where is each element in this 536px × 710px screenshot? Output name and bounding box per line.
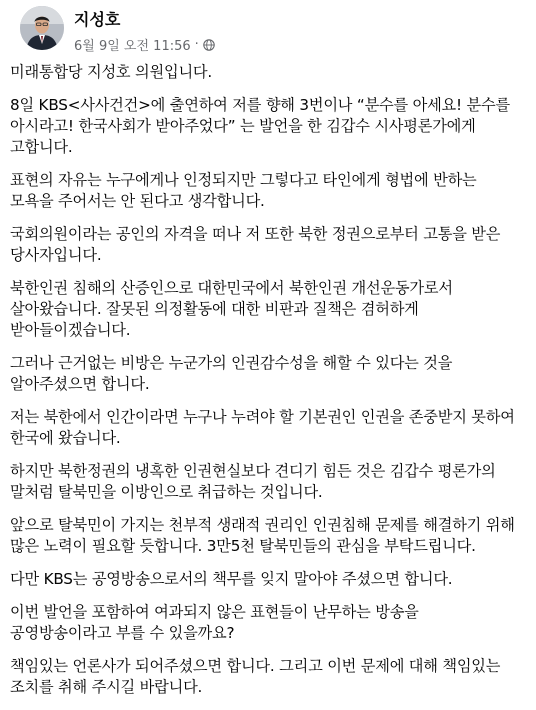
author-name[interactable]: 지성호 <box>74 10 121 29</box>
post-paragraph-9: 앞으로 탈북민이 가지는 천부적 생래적 권리인 인권침해 문제를 해결하기 위해 많은 노력이 필요할 듯합니다. 3만5천 탈북민들의 관심을 부탁드립니다. <box>10 516 515 555</box>
post-header <box>10 0 518 60</box>
meta-separator: · <box>194 37 199 52</box>
globe-icon[interactable] <box>203 39 215 51</box>
author-avatar[interactable] <box>20 6 64 50</box>
post-paragraph-8: 하지만 북한정권의 냉혹한 인권현실보다 견디기 힘든 것은 김갑수 평론가의 말처럼 탈북민을 이방인으로 취급하는 것입니다. <box>10 462 496 501</box>
post-paragraph-2: 8일 KBS<사사건건>에 출연하여 저를 향해 3번이나 “분수를 아세요! 분수를 아시라고! 한국사회가 받아주었다” 는 발언을 한 김갑수 시사평론가에게 고합니다. <box>10 96 510 156</box>
post-paragraph-1: 미래통합당 지성호 의원입니다. <box>10 63 213 81</box>
post-meta <box>74 35 215 54</box>
avatar-portrait-icon <box>20 6 64 50</box>
post-paragraph-7: 저는 북한에서 인간이라면 누구나 누려야 할 기본권인 인권을 존중받지 못하여 한국에 왔습니다. <box>10 408 515 447</box>
post-paragraph-5: 북한인권 침해의 산증인으로 대한민국에서 북한인권 개선운동가로서 살아왔습니다. 잘못된 의정활동에 대한 비판과 질책은 겸허하게 받아들이겠습니다. <box>10 279 453 339</box>
post-paragraph-10: 다만 KBS는 공영방송으로서의 책무를 잊지 말아야 주셨으면 합니다. <box>10 570 453 588</box>
post-paragraph-11: 이번 발언을 포함하여 여과되지 않은 표현들이 난무하는 방송을 공영방송이라고 부를 수 있을까요? <box>10 603 419 642</box>
post-body <box>10 62 516 710</box>
post-paragraph-6: 그러나 근거없는 비방은 누군가의 인권감수성을 해할 수 있다는 것을 알아주셨으면 합니다. <box>10 354 453 393</box>
post-paragraph-3: 표현의 자유는 누구에게나 인정되지만 그렇다고 타인에게 형법에 반하는 모욕을 주어서는 안 된다고 생각합니다. <box>10 171 477 210</box>
post-paragraph-4: 국회의원이라는 공인의 자격을 떠나 저 또한 북한 정권으로부터 고통을 받은 당사자입니다. <box>10 225 501 264</box>
post-timestamp[interactable]: 6월 9일 오전 11:56 <box>74 39 191 54</box>
post-paragraph-12: 책임있는 언론사가 되어주셨으면 합니다. 그리고 이번 문제에 대해 책임있는 조치를 취해 주시길 바랍니다. <box>10 657 501 696</box>
